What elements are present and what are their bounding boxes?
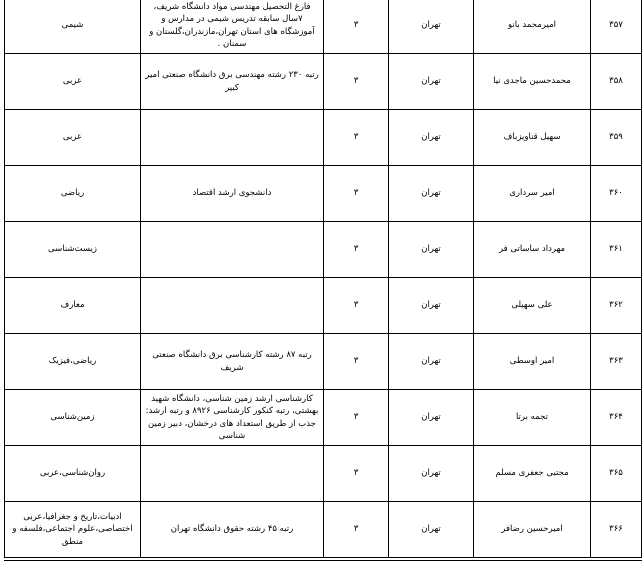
tutor-name-cell: امیرمحمد بانو — [474, 0, 591, 54]
description-cell: رتبه ۴۵ رشته حقوق دانشگاه تهران — [141, 502, 324, 558]
tutor-name-cell: امیر سرداری — [474, 166, 591, 222]
subject-field-cell: روان‌شناسی،عربی — [5, 446, 141, 502]
table-row — [5, 334, 642, 390]
row-number-cell: ۳۵۹ — [591, 110, 642, 166]
code-cell: ۳ — [324, 278, 389, 334]
subject-field-cell: ریاضی،فیزیک — [5, 334, 141, 390]
description-cell — [141, 110, 324, 166]
city-cell: تهران — [389, 278, 474, 334]
row-number-cell: ۳۶۵ — [591, 446, 642, 502]
table-row — [5, 0, 642, 54]
city-cell: تهران — [389, 390, 474, 446]
city-cell: تهران — [389, 446, 474, 502]
code-cell: ۳ — [324, 110, 389, 166]
city-cell: تهران — [389, 0, 474, 54]
table-row — [5, 278, 642, 334]
table-row — [5, 110, 642, 166]
description-cell — [141, 222, 324, 278]
table-row — [5, 222, 642, 278]
city-cell: تهران — [389, 166, 474, 222]
code-cell: ۳ — [324, 54, 389, 110]
row-number-cell: ۳۵۸ — [591, 54, 642, 110]
table-row — [5, 502, 642, 558]
code-cell: ۳ — [324, 446, 389, 502]
tutor-name-cell: مهرداد ساساتی فر — [474, 222, 591, 278]
row-number-cell: ۳۵۷ — [591, 0, 642, 54]
code-cell: ۳ — [324, 502, 389, 558]
row-number-cell: ۳۶۰ — [591, 166, 642, 222]
bottom-border — [4, 560, 642, 561]
city-cell: تهران — [389, 222, 474, 278]
table-body — [5, 0, 642, 558]
city-cell: تهران — [389, 54, 474, 110]
row-number-cell: ۳۶۲ — [591, 278, 642, 334]
table-row — [5, 446, 642, 502]
tutor-name-cell: امیرحسین رضافر — [474, 502, 591, 558]
description-cell: رتبه ۲۳۰ رشته مهندسی برق دانشگاه صنعتی امیر کبیر — [141, 54, 324, 110]
description-cell — [141, 278, 324, 334]
city-cell: تهران — [389, 334, 474, 390]
tutor-table — [4, 0, 642, 558]
code-cell: ۳ — [324, 0, 389, 54]
table-row — [5, 54, 642, 110]
tutor-name-cell: مجتبی جعفری مسلم — [474, 446, 591, 502]
description-cell: رتبه ۸۷ رشته کارشناسی برق دانشگاه صنعتی شریف — [141, 334, 324, 390]
tutor-name-cell: سهیل قناویزباف — [474, 110, 591, 166]
code-cell: ۳ — [324, 222, 389, 278]
code-cell: ۳ — [324, 166, 389, 222]
tutor-name-cell: تجمه برتا — [474, 390, 591, 446]
tutor-name-cell: علی سهیلی — [474, 278, 591, 334]
subject-field-cell: عربی — [5, 110, 141, 166]
table-row — [5, 390, 642, 446]
tutor-name-cell: محمدحسین ماجدی نیا — [474, 54, 591, 110]
subject-field-cell: عربی — [5, 54, 141, 110]
subject-field-cell: زیست‌شناسی — [5, 222, 141, 278]
description-cell: فارغ التحصیل مهندسی مواد دانشگاه شریف، ۷سال سابقه تدریس شیمی در مدارس و آموزشگاه های استان تهران،مازندران،گلستان و سمنان . — [141, 0, 324, 54]
row-number-cell: ۳۶۴ — [591, 390, 642, 446]
description-cell: دانشجوی ارشد اقتصاد — [141, 166, 324, 222]
description-cell: کارشناسی ارشد زمین شناسی، دانشگاه شهید بهشتی، رتبه کنکور کارشناسی ۸۹۲۶ و رتبه ارشد: جذب از طریق استعداد های درخشان، دبیر زمین شناسی — [141, 390, 324, 446]
tutor-name-cell: امیر اوسطی — [474, 334, 591, 390]
description-cell — [141, 446, 324, 502]
city-cell: تهران — [389, 502, 474, 558]
subject-field-cell: ریاضی — [5, 166, 141, 222]
subject-field-cell: شیمی — [5, 0, 141, 54]
subject-field-cell: معارف — [5, 278, 141, 334]
row-number-cell: ۳۶۱ — [591, 222, 642, 278]
row-number-cell: ۳۶۶ — [591, 502, 642, 558]
table-row — [5, 166, 642, 222]
subject-field-cell: ادبیات،تاریخ و جغرافیا،عربی اختصاصی،علوم اجتماعی،فلسفه و منطق — [5, 502, 141, 558]
code-cell: ۳ — [324, 390, 389, 446]
row-number-cell: ۳۶۳ — [591, 334, 642, 390]
subject-field-cell: زمین‌شناسی — [5, 390, 141, 446]
code-cell: ۳ — [324, 334, 389, 390]
city-cell: تهران — [389, 110, 474, 166]
